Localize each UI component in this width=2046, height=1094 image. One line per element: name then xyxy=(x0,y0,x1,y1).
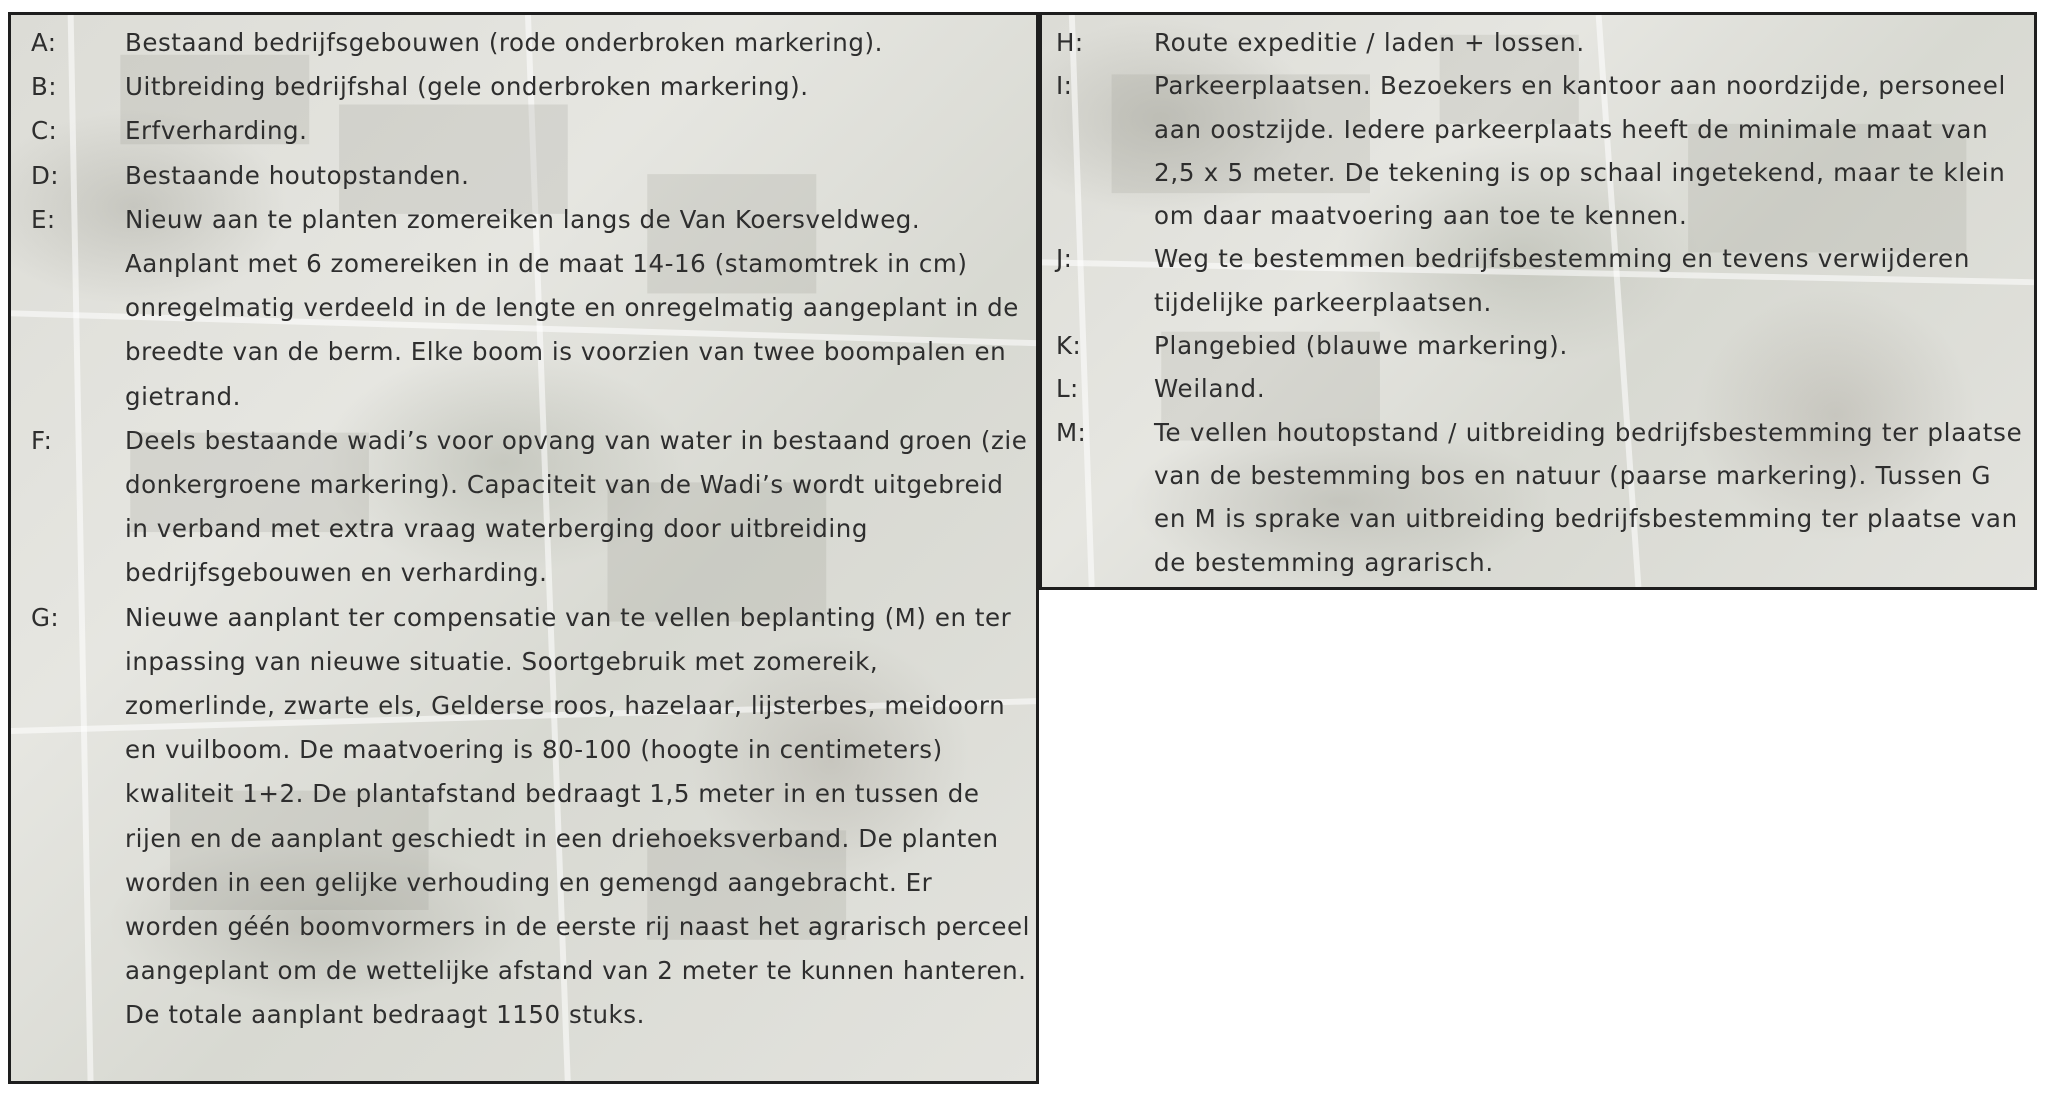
legend-list-right xyxy=(1042,15,2034,584)
legend-key: G: xyxy=(31,602,60,632)
legend-item-m xyxy=(1042,411,2034,584)
legend-item-g xyxy=(11,596,1036,1038)
empty-area xyxy=(1039,593,2039,1088)
legend-item-h xyxy=(1042,21,2034,64)
legend-key: A: xyxy=(31,28,57,57)
legend-key: I: xyxy=(1056,71,1073,101)
legend-list-left xyxy=(11,15,1036,1038)
legend-description: Nieuwe aanplant ter compensatie van te vellen beplanting (M) en ter inpassing van nieuwe situatie. Soortgebruik met zomereik, zomerlinde, zwarte els, Gelderse roos, hazelaar, lijsterbes, meidoorn en vuilboom. De maatvoering is 80-100 (hoogte in centimeters) kwaliteit 1+2. De plantafstand bedraagt 1,5 meter in en tussen de rijen en de aanplant geschiedt in een driehoeksverband. De planten worden in een gelijke verhouding en gemengd aangebracht. Er worden géén boomvormers in de eerste rij naast het agrarisch perceel aangeplant om de wettelijke afstand van 2 meter te kunnen hanteren. De totale aanplant bedraagt 1150 stuks. xyxy=(125,602,1030,1030)
legend-description: Bestaande houtopstanden. xyxy=(125,160,470,190)
legend-item-f xyxy=(11,419,1036,596)
legend-description: Parkeerplaatsen. Bezoekers en kantoor aan noordzijde, personeel aan oostzijde. Iedere parkeerplaats heeft de minimale maat van 2,5 x 5 meter. De tekening is op schaal ingetekend, maar te klein om daar maatvoering aan toe te kennen. xyxy=(1154,71,2007,231)
legend-item-a xyxy=(11,21,1036,65)
legend-description: Weg te bestemmen bedrijfsbestemming en tevens verwijderen tijdelijke parkeerplaatsen. xyxy=(1154,244,1971,317)
legend-item-i xyxy=(1042,64,2034,237)
legend-key: F: xyxy=(31,425,53,455)
legend-item-l xyxy=(1042,367,2034,410)
legend-description: Te vellen houtopstand / uitbreiding bedrijfsbestemming ter plaatse van de bestemming bos en natuur (paarse markering). Tussen G en M is sprake van uitbreiding bedrijfsbestemming ter plaatse van de bestemming agrarisch. xyxy=(1154,417,2023,577)
legend-key: K: xyxy=(1056,331,1082,361)
legend-key: M: xyxy=(1056,417,1087,447)
legend-description: Deels bestaande wadi’s voor opvang van water in bestaand groen (zie donkergroene markering). Capaciteit van de Wadi’s wordt uitgebreid in verband met extra vraag waterberging door uitbreiding bedrijfsgebouwen en verharding. xyxy=(125,425,1028,588)
legend-key: D: xyxy=(31,160,59,190)
legend-description: Uitbreiding bedrijfshal (gele onderbroken markering). xyxy=(125,72,809,102)
legend-description: Nieuw aan te planten zomereiken langs de Van Koersveldweg. Aanplant met 6 zomereiken in de maat 14-16 (stamomtrek in cm) onregelmatig verdeeld in de lengte en onregelmatig aangeplant in de breedte van de berm. Elke boom is voorzien van twee boompalen en gietrand. xyxy=(125,204,1019,411)
legend-item-b xyxy=(11,65,1036,109)
legend-panel-right xyxy=(1039,12,2037,590)
legend-description: Bestaand bedrijfsgebouwen (rode onderbroken markering). xyxy=(125,28,883,57)
legend-item-c xyxy=(11,109,1036,153)
legend-key: J: xyxy=(1056,244,1073,274)
legend-item-d xyxy=(11,154,1036,198)
legend-key: C: xyxy=(31,116,58,146)
legend-panel-left xyxy=(8,12,1039,1084)
legend-item-k xyxy=(1042,324,2034,367)
legend-item-j xyxy=(1042,237,2034,324)
legend-description: Weiland. xyxy=(1154,374,1266,404)
legend-description: Route expeditie / laden + lossen. xyxy=(1154,28,1585,57)
legend-key: H: xyxy=(1056,28,1084,57)
legend-description: Erfverharding. xyxy=(125,116,308,146)
legend-key: B: xyxy=(31,72,57,102)
legend-description: Plangebied (blauwe markering). xyxy=(1154,331,1569,361)
legend-key: E: xyxy=(31,204,56,234)
legend-item-e xyxy=(11,198,1036,419)
legend-key: L: xyxy=(1056,374,1079,404)
